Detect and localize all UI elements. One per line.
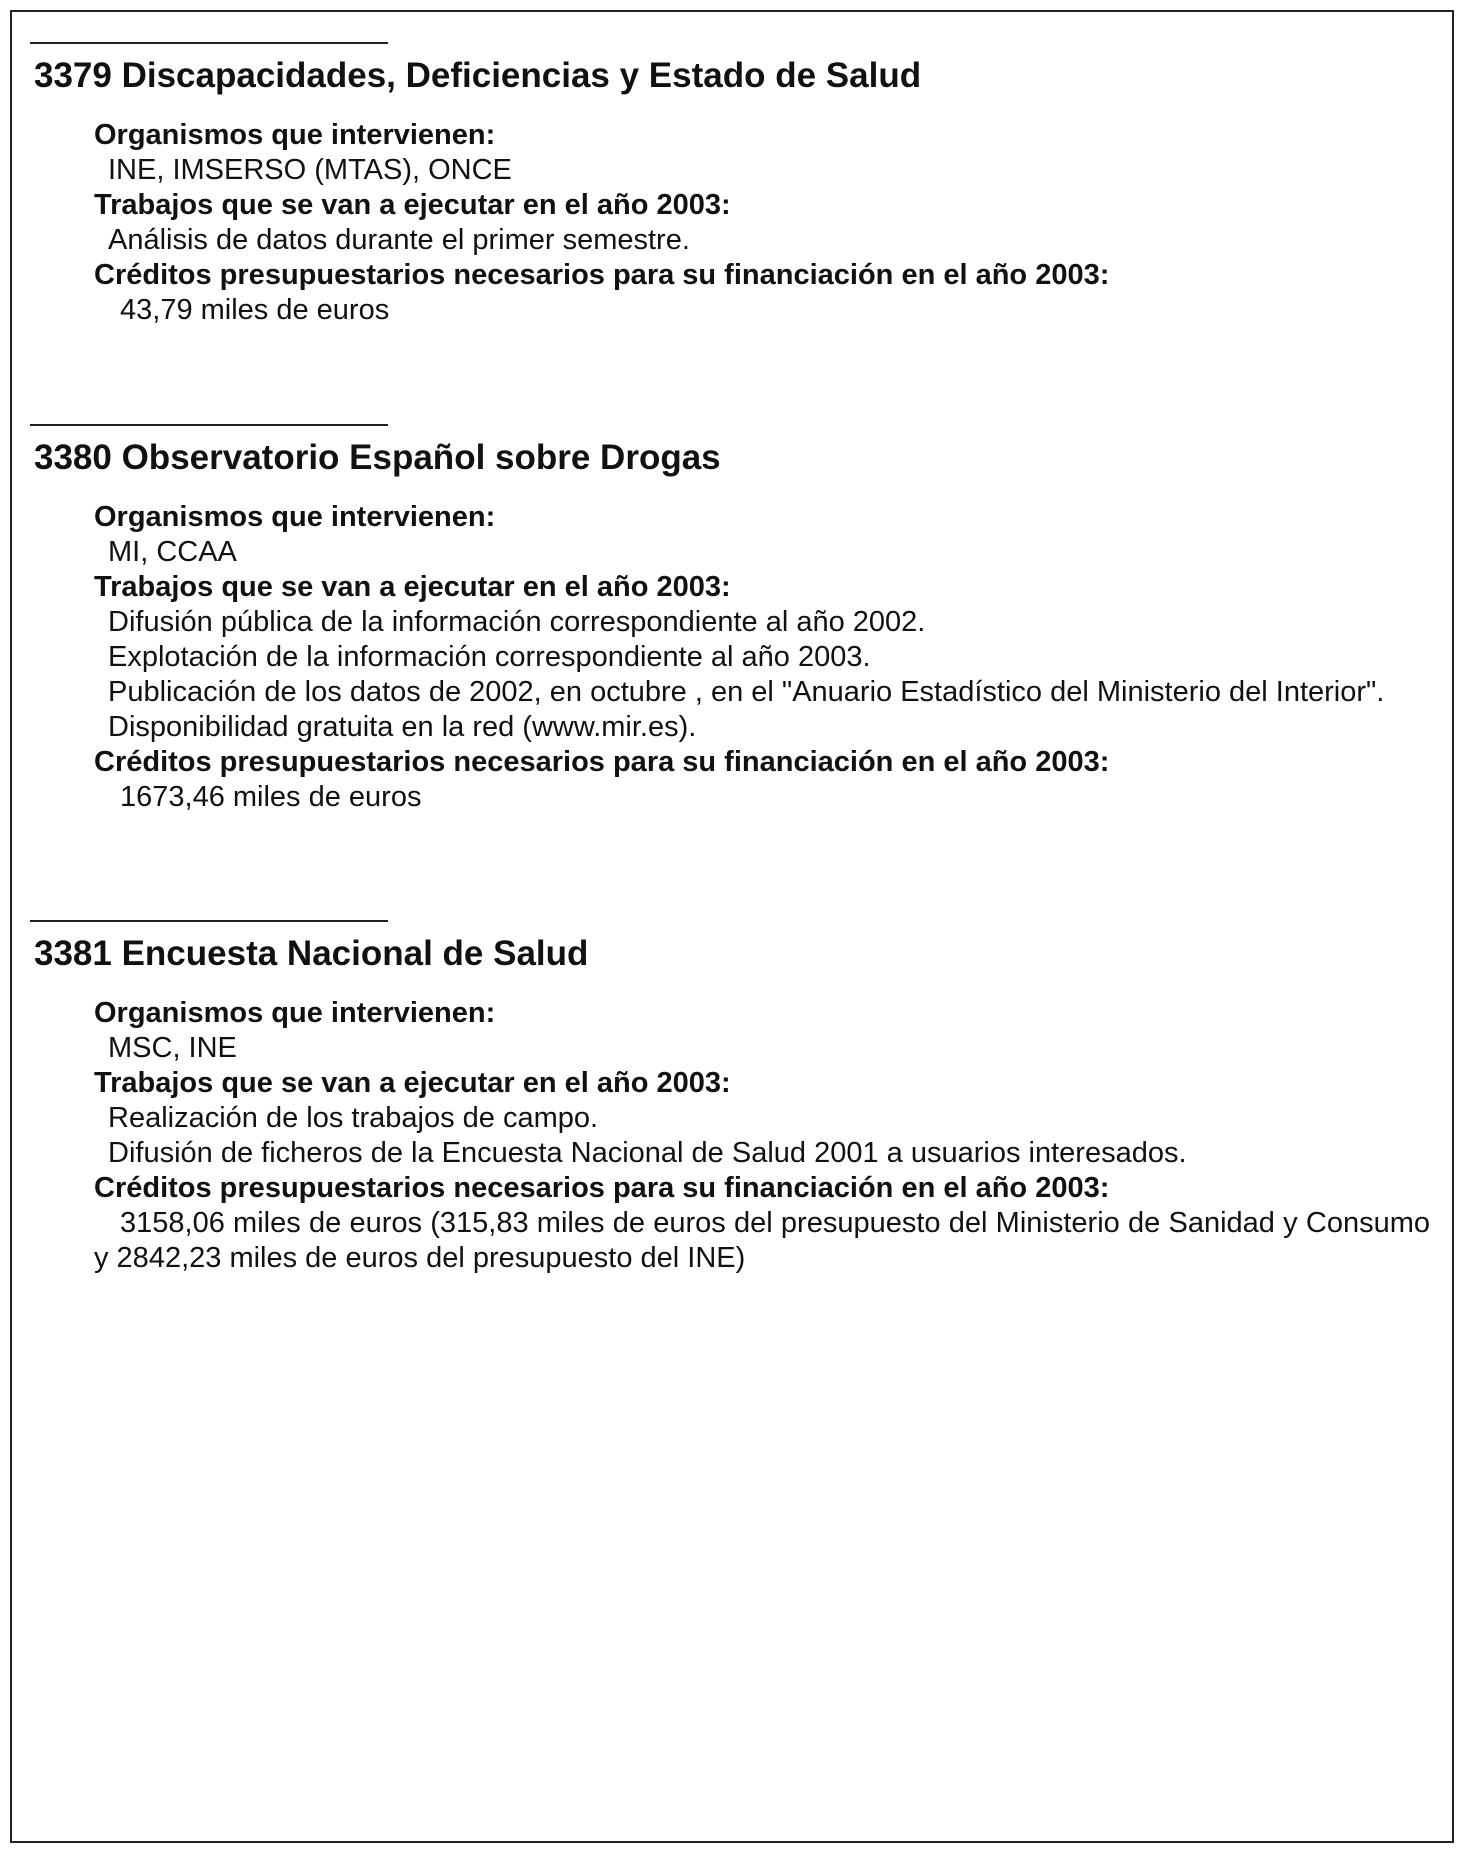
section-title: 3381 Encuesta Nacional de Salud: [34, 934, 589, 973]
trabajos-label: Trabajos que se van a ejecutar en el año 2003:: [94, 571, 731, 603]
trabajos-label: Trabajos que se van a ejecutar en el año 2003:: [94, 189, 731, 221]
organismos-label: Organismos que intervienen:: [94, 997, 496, 1029]
trabajo-item: Análisis de datos durante el primer semestre.: [108, 224, 690, 256]
creditos-value: 43,79 miles de euros: [120, 294, 390, 326]
organismos-label: Organismos que intervienen:: [94, 119, 496, 151]
organismos-label: Organismos que intervienen:: [94, 501, 496, 533]
creditos-value: 1673,46 miles de euros: [120, 781, 422, 813]
section-body: [94, 118, 1430, 328]
creditos-value: 3158,06 miles de euros (315,83 miles de euros del presupuesto del Ministerio de Sanidad y Consumo y 2842,23 miles de euros del presupuesto del INE): [94, 1207, 1430, 1274]
section-body: [94, 996, 1430, 1276]
trabajos-label: Trabajos que se van a ejecutar en el año 2003:: [94, 1067, 731, 1099]
trabajo-item: Difusión de ficheros de la Encuesta Nacional de Salud 2001 a usuarios interesados.: [108, 1137, 1187, 1169]
document-frame: [10, 10, 1454, 1843]
section-body: [94, 500, 1430, 815]
organismos-value: MI, CCAA: [108, 536, 237, 568]
section-divider: [30, 42, 388, 44]
section-divider: [30, 920, 388, 922]
section-title: 3379 Discapacidades, Deficiencias y Estado de Salud: [34, 56, 922, 95]
creditos-label: Créditos presupuestarios necesarios para su financiación en el año 2003:: [94, 259, 1110, 291]
trabajo-item: Disponibilidad gratuita en la red (www.mir.es).: [108, 711, 697, 743]
trabajo-item: Difusión pública de la información correspondiente al año 2002.: [108, 606, 926, 638]
section-divider: [30, 424, 388, 426]
creditos-label: Créditos presupuestarios necesarios para su financiación en el año 2003:: [94, 746, 1110, 778]
trabajo-item: Publicación de los datos de 2002, en octubre , en el "Anuario Estadístico del Ministerio del Interior".: [108, 676, 1385, 708]
creditos-label: Créditos presupuestarios necesarios para su financiación en el año 2003:: [94, 1172, 1110, 1204]
trabajo-item: Realización de los trabajos de campo.: [108, 1102, 599, 1134]
organismos-value: INE, IMSERSO (MTAS), ONCE: [108, 154, 512, 186]
organismos-value: MSC, INE: [108, 1032, 237, 1064]
trabajo-item: Explotación de la información correspondiente al año 2003.: [108, 641, 871, 673]
section-title: 3380 Observatorio Español sobre Drogas: [34, 438, 721, 477]
